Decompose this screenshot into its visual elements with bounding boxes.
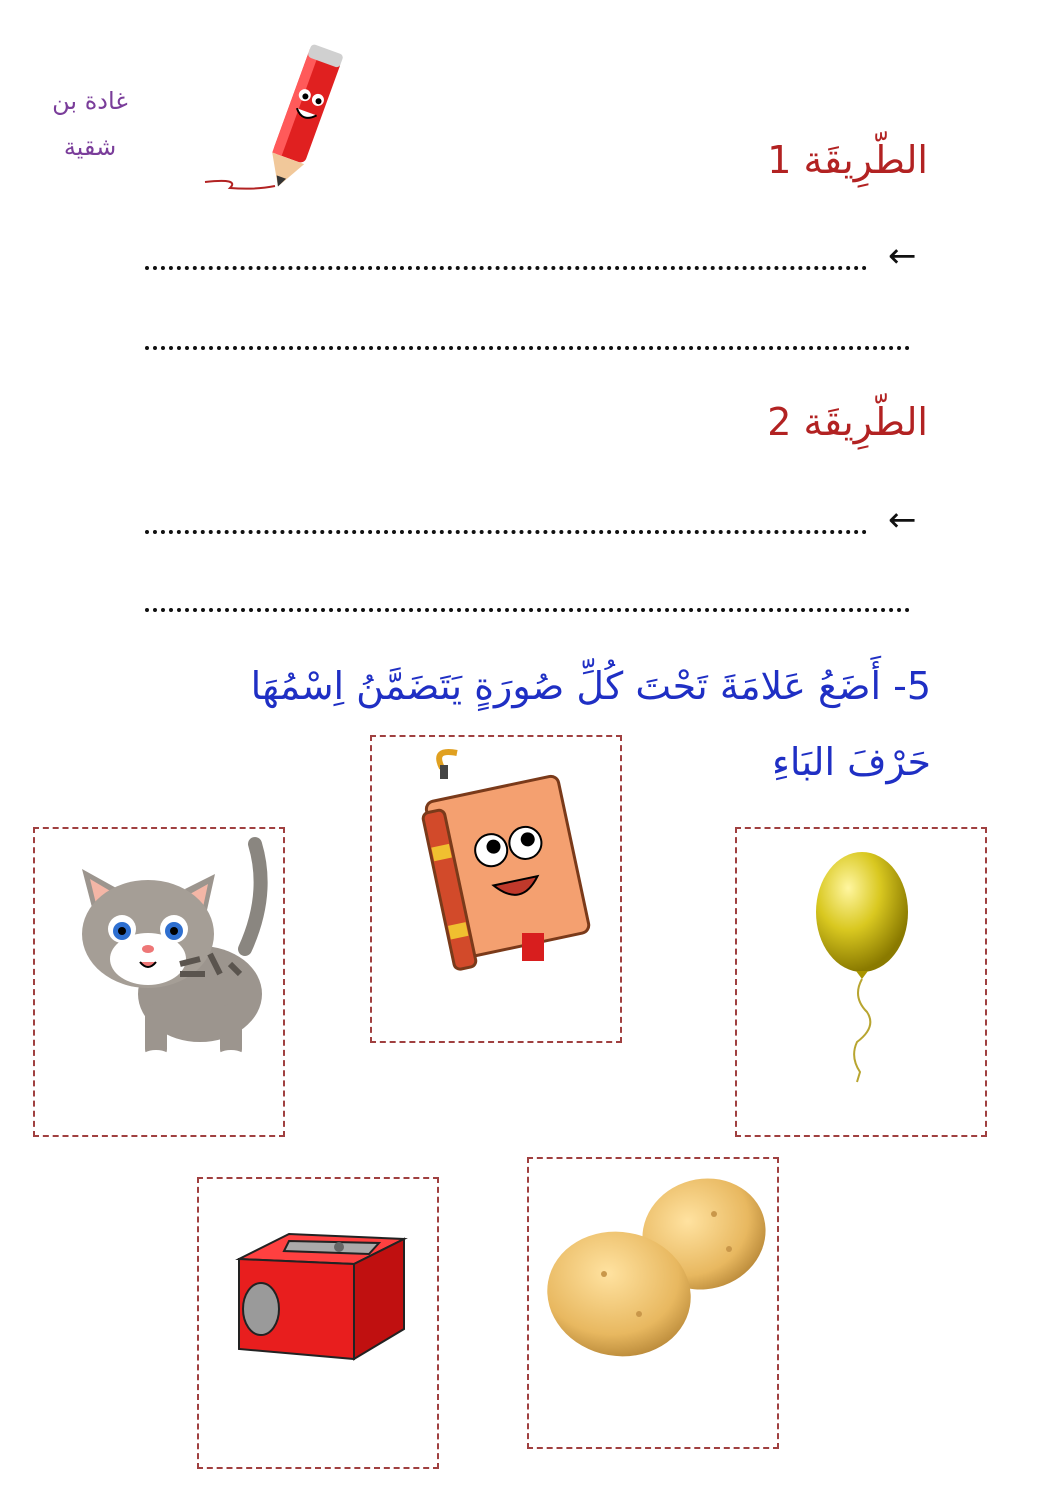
method-1-answer-line-2[interactable] [145, 346, 910, 350]
author-name [30, 78, 150, 170]
sharpener-icon [229, 1209, 409, 1369]
balloon-icon [812, 847, 912, 1087]
method-2-answer-line-1[interactable] [145, 530, 867, 534]
method-1-arrow-icon: ← [888, 236, 917, 276]
cat-icon [70, 834, 270, 1074]
method-2-arrow-icon: ← [888, 500, 917, 540]
author-line-2: شقية [63, 133, 117, 161]
author-line-1: غادة بن [52, 87, 128, 115]
picture-box-book[interactable] [370, 735, 622, 1043]
method-1-title: الطّرِيقَة 1 [767, 138, 928, 182]
method-2-title: الطّرِيقَة 2 [767, 400, 928, 444]
method-2-answer-line-2[interactable] [145, 608, 910, 612]
potato-icon [544, 1164, 769, 1364]
picture-box-sharpener[interactable] [197, 1177, 439, 1469]
book-icon [402, 743, 602, 973]
method-1-answer-line-1[interactable] [145, 266, 867, 270]
picture-box-potatoes[interactable] [527, 1157, 779, 1449]
picture-box-balloon[interactable] [735, 827, 987, 1137]
pencil-icon [200, 40, 350, 195]
question-5-line-2: حَرْفَ البَاءِ [772, 740, 931, 784]
picture-box-cat[interactable] [33, 827, 285, 1137]
question-5-line-1: 5- أَضَعُ عَلامَةَ تَحْتَ كُلِّ صُورَةٍ يَتَضَمَّنُ اِسْمُهَا [250, 664, 931, 708]
